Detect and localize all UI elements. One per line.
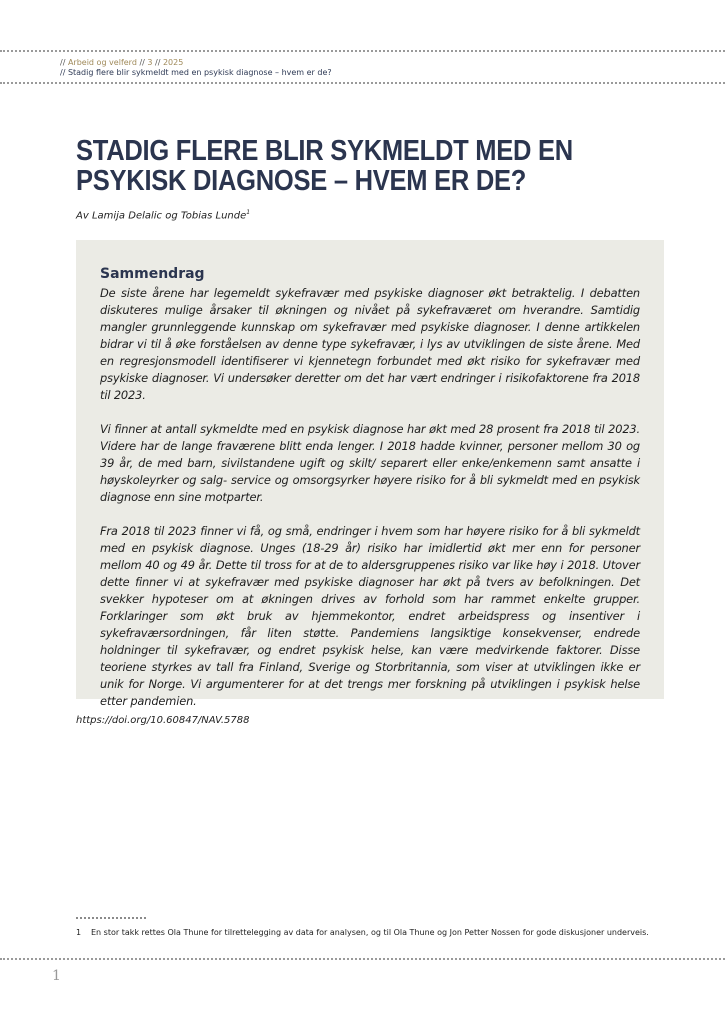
summary-paragraph-1: De siste årene har legemeldt sykefravær med psykiske diagnoser økt betraktelig. I debatten diskuteres mulige årsaker til økningen og nivået på sykefraværet om hverandre. Samtidig mangler grunnleggende kunnskap om sykefravær med psykiske diagnoser. I denne artikkelen bidrar vi til å øke forståelsen av denne type sykefravær, i lys av utviklingen de siste årene. Med en regresjonsmodell identifiserer vi kjennetegn forbundet med økt risiko for sykefravær med psykiske diagnoser. Vi undersøker deretter om det har vært endringer i risikofaktorene fra 2018 til 2023.	[100, 286, 640, 402]
summary-text	[100, 285, 640, 727]
footnote-separator	[76, 917, 146, 919]
byline-footnote-ref: 1	[246, 209, 251, 216]
bottom-dotted-rule	[0, 958, 725, 960]
summary-paragraph-2: Vi finner at antall sykmeldte med en psykisk diagnose har økt med 28 prosent fra 2018 til 2023. Videre har de lange fraværene blitt enda lenger. I 2018 hadde kvinner, personer mellom 30 og 39 år, de med barn, sivilstandene ugift og skilt/ separert eller enke/enkemenn samt ansatte i høyskoleyrker og salg- service og omsorgsyrker høyere risiko for å bli sykmeldt med en psykisk diagnose enn sine motparter.	[100, 422, 640, 504]
article-title	[76, 136, 604, 196]
footnote	[76, 928, 649, 937]
publication-name: Arbeid og velferd	[67, 58, 137, 67]
footnote-text: En stor takk rettes Ola Thune for tilrettelegging av data for analysen, og til Ola Thune og Jon Petter Nossen for gode diskusjoner underveis.	[91, 928, 649, 937]
article-title-line-1: STADIG FLERE BLIR SYKMELDT MED EN	[76, 135, 573, 167]
summary-paragraph-3: Fra 2018 til 2023 finner vi få, og små, endringer i hvem som har høyere risiko for å bli sykmeldt med en psykisk diagnose. Unges (18-29 år) risiko har imidlertid økt mer enn for personer mellom 40 og 49 år. Dette til tross for at de to aldersgruppenes risiko var like høy i 2018. Utover dette finner vi at sykefravær med psykiske diagnoser har økt på tvers av befolkningen. Det svekker hypoteser om at økningen drives av forhold som har rammet enkelte grupper. Forklaringer som økt bruk av hjemmekontor, endret arbeidspress og insentiver i sykefraværsordningen, får liten støtte. Pandemiens langsiktige konsekvenser, endrede holdninger til sykefravær, og endret psykisk helse, kan være medvirkende faktorer. Disse teoriene styrkes av tall fra Finland, Sverige og Storbritannia, som viser at utviklingen ikke er unik for Norge. Vi argumenterer for at det trengs mer forskning på utviklingen i psykisk helse etter pandemien.	[100, 524, 640, 708]
summary-heading: Sammendrag	[100, 266, 205, 282]
running-article-title: Stadig flere blir sykmeldt med en psykisk diagnose – hvem er de?	[67, 68, 332, 77]
page-number: 1	[52, 968, 61, 984]
footnote-number: 1	[76, 928, 82, 937]
running-header-title: // Stadig flere blir sykmeldt med en psykisk diagnose – hvem er de?	[60, 68, 332, 77]
summary-box	[76, 240, 664, 708]
publication-year: 2025	[162, 58, 184, 67]
running-header-publication: // Arbeid og velferd // 3 // 2025	[60, 58, 184, 67]
byline	[76, 209, 250, 221]
header-dotted-rule	[0, 82, 725, 84]
top-dotted-rule	[0, 50, 725, 52]
issue-number: 3	[147, 58, 153, 67]
article-title-line-2: PSYKISK DIAGNOSE – HVEM ER DE?	[76, 165, 527, 197]
authors: Av Lamija Delalic og Tobias Lunde	[76, 210, 247, 222]
doi-link[interactable]: https://doi.org/10.60847/NAV.5788	[76, 715, 250, 726]
